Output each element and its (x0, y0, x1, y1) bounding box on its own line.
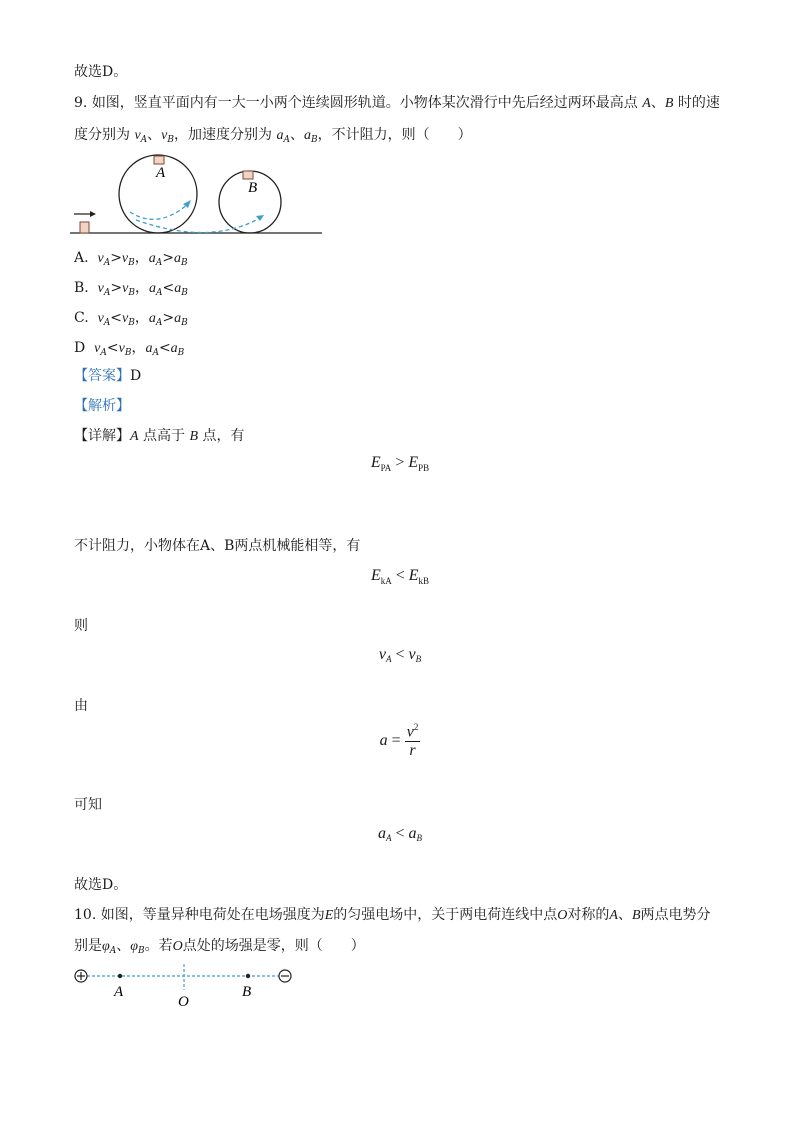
motion-path-2 (136, 218, 260, 233)
answer-line (74, 366, 141, 386)
point-A (118, 974, 122, 978)
q9-number: 9. (74, 95, 88, 111)
option-2: C. $v_A<v_B$，$a_A>a_B$ (74, 310, 188, 328)
equation-acceleration: $a_A < a_B$ (377, 825, 423, 843)
analysis-label: 【解析】 (74, 398, 130, 414)
point-B (246, 974, 250, 978)
block-at-B (243, 171, 253, 179)
label-B: B (248, 180, 258, 196)
equation-centripetal: a = $\frac{v^2}{r}$ (379, 722, 419, 760)
answer-value: D (130, 368, 142, 384)
q10-line1: 10. 如图，等量异种电荷处在电场强度为E的匀强电场中，关于两电荷连线中点O对称的A、B两点电势分 (74, 907, 711, 923)
label-A: A (114, 984, 124, 1000)
detail-line: 【详解】A 点高于 B 点，有 (74, 428, 245, 444)
previous-conclusion: 故选D。 (74, 64, 128, 80)
q10-charges-figure (70, 962, 310, 1012)
q9-line2: 度分别为 $v_A$、$v_B$，加速度分别为 $a_A$、$a_B$，不计阻力，则（ ） (74, 127, 472, 145)
option-1: B. $v_A>v_B$，$a_A<a_B$ (74, 280, 188, 298)
equation-velocity: $v_A < v_B$ (378, 646, 422, 664)
word-know: 可知 (74, 797, 102, 813)
q9-line1: 9. 如图，竖直平面内有一大一小两个连续圆形轨道。小物体某次滑行中先后经过两环最高点 A、B 时的速 (74, 95, 720, 111)
motion-path-1 (130, 204, 188, 219)
q9-loop-track-figure (70, 150, 330, 242)
equation-kinetic-energy: $E_{kA} < E_{kB}$ (370, 567, 430, 586)
option-0: A. $v_A>v_B$，$a_A>a_B$ (74, 250, 188, 268)
start-arrow-head (90, 211, 96, 217)
paragraph-mechanical-energy: 不计阻力，小物体在A、B两点机械能相等，有 (74, 538, 361, 554)
word-then: 则 (74, 618, 88, 634)
word-by: 由 (74, 698, 88, 714)
q10-line2: 别是$\varphi_A$、$\varphi_B$。若O点处的场强是零，则（ ） (74, 938, 365, 956)
motion-arrow-2 (256, 215, 264, 221)
label-O: O (178, 994, 189, 1010)
q9-conclusion: 故选D。 (74, 877, 128, 893)
fraction-v2-over-r: $\frac{v^2}{r}$ (406, 722, 419, 760)
label-A: A (156, 165, 166, 181)
block-at-A (154, 156, 164, 164)
option-3: D $v_A<v_B$，$a_A<a_B$ (74, 340, 185, 358)
block-start (80, 222, 89, 233)
answer-label: 【答案】 (74, 368, 130, 384)
label-B: B (242, 984, 252, 1000)
equation-potential-energy: $E_{PA} > E_{PB}$ (370, 454, 430, 473)
